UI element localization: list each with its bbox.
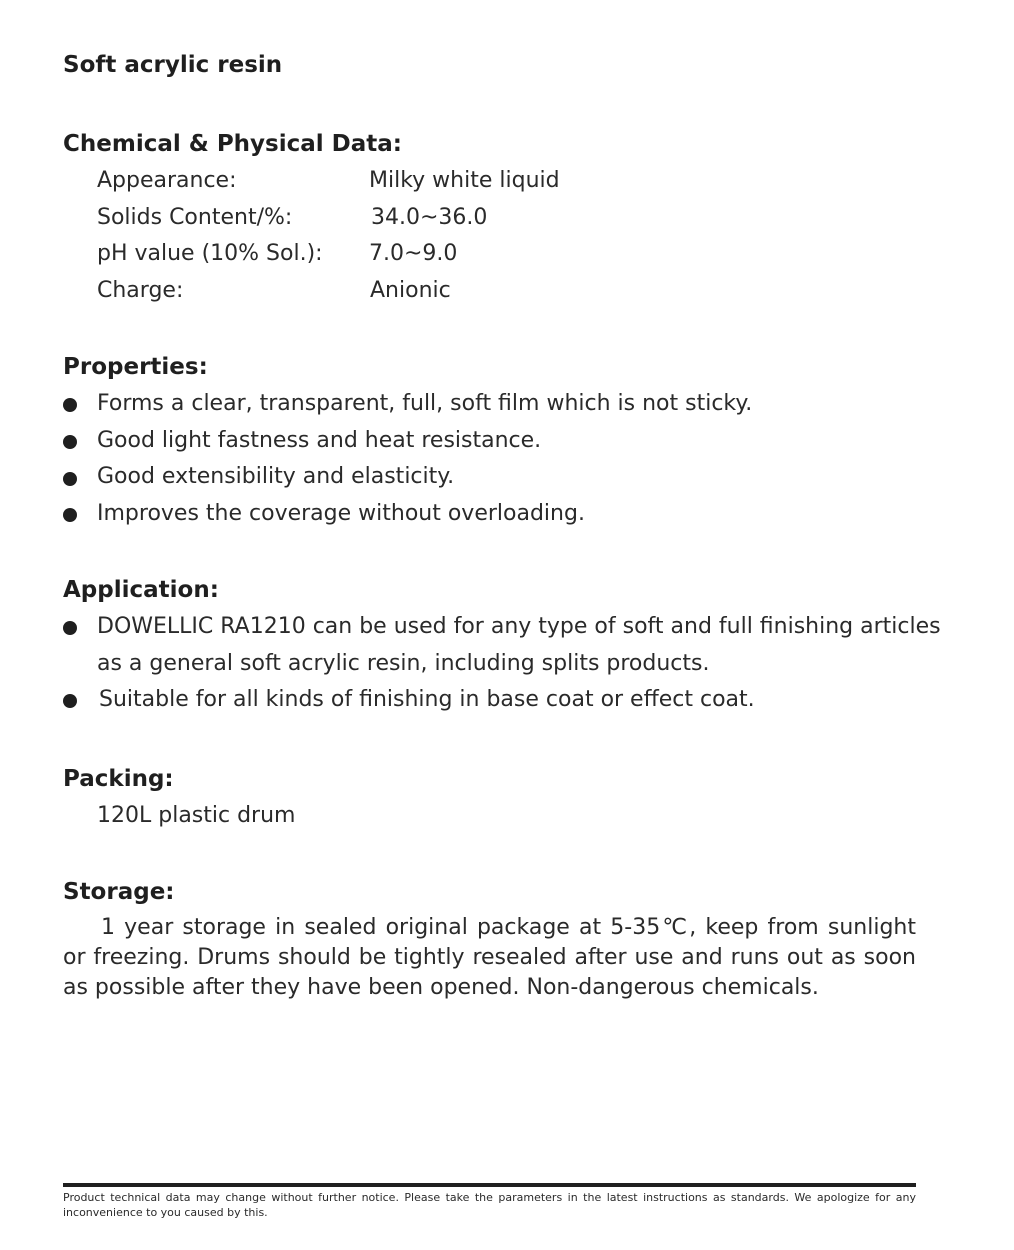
footer-divider xyxy=(63,1183,916,1187)
packing-heading: Packing: xyxy=(63,766,174,792)
application-item-1-line-1: DOWELLIC RA1210 can be used for any type of soft and full finishing articles xyxy=(97,614,941,639)
application-item-2: Suitable for all kinds of finishing in base coat or effect coat. xyxy=(99,687,755,712)
properties-item-1: Forms a clear, transparent, full, soft film which is not sticky. xyxy=(97,391,753,416)
application-heading: Application: xyxy=(63,577,219,603)
document-title: Soft acrylic resin xyxy=(63,52,283,78)
appearance-label: Appearance: xyxy=(97,168,237,193)
chemical-physical-heading: Chemical & Physical Data: xyxy=(63,131,402,157)
properties-heading: Properties: xyxy=(63,354,208,380)
charge-label: Charge: xyxy=(97,278,184,303)
solids-content-value: 34.0~36.0 xyxy=(371,205,488,230)
bullet-icon xyxy=(63,472,77,486)
properties-item-4: Improves the coverage without overloading. xyxy=(97,501,585,526)
bullet-icon xyxy=(63,435,77,449)
properties-item-3: Good extensibility and elasticity. xyxy=(97,464,455,489)
ph-value-label: pH value (10% Sol.): xyxy=(97,241,323,266)
appearance-value: Milky white liquid xyxy=(369,168,560,193)
charge-value: Anionic xyxy=(370,278,451,303)
application-item-1-line-2: as a general soft acrylic resin, including splits products. xyxy=(97,651,710,676)
bullet-icon xyxy=(63,398,77,412)
packing-text: 120L plastic drum xyxy=(97,803,296,828)
bullet-icon xyxy=(63,508,77,522)
storage-heading: Storage: xyxy=(63,879,175,905)
bullet-icon xyxy=(63,694,77,708)
properties-item-2: Good light fastness and heat resistance. xyxy=(97,428,542,453)
storage-paragraph: 1 year storage in sealed original package at 5-35℃, keep from sunlight or freezing. Drums should be tightly resealed after use and runs out as soon as possible after they have been opened. Non-dangerous chemicals. xyxy=(63,915,916,1000)
ph-value-value: 7.0~9.0 xyxy=(369,241,458,266)
footer-note: Product technical data may change without further notice. Please take the parameters in the latest instructions as standards. We apologize for any inconvenience to you caused by this. xyxy=(63,1191,916,1219)
solids-content-label: Solids Content/%: xyxy=(97,205,293,230)
bullet-icon xyxy=(63,621,77,635)
